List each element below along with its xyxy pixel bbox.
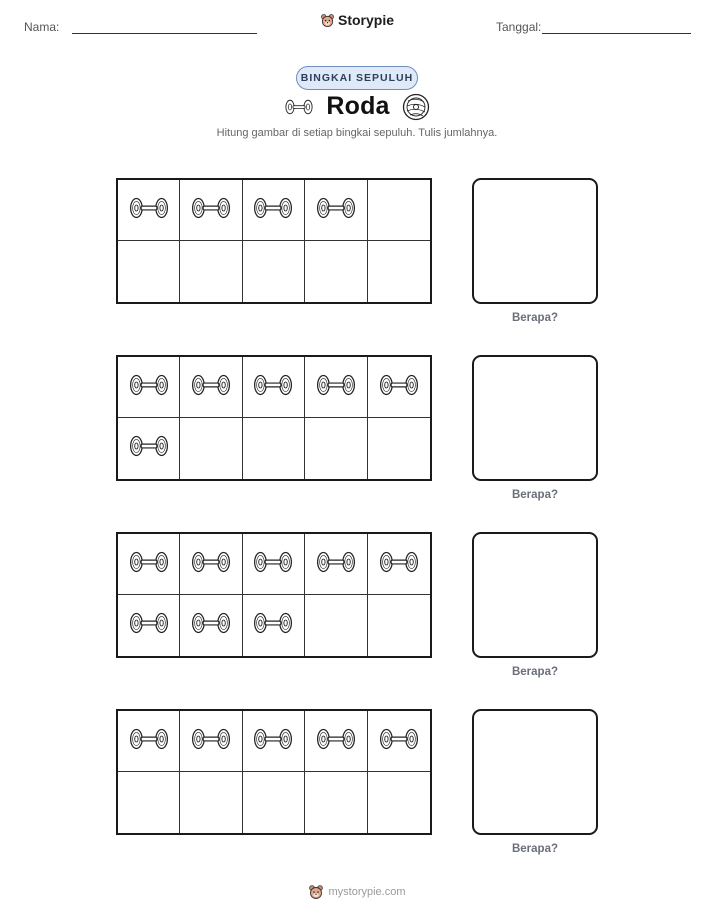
wheel-axle-icon xyxy=(315,195,357,226)
answer-box-1[interactable] xyxy=(472,178,598,304)
wheel-axle-icon xyxy=(190,610,232,641)
frame-cell xyxy=(305,180,367,241)
wheel-axle-icon xyxy=(252,372,294,403)
frame-cell xyxy=(368,180,430,241)
frame-cell xyxy=(243,772,305,833)
bear-mascot-icon xyxy=(320,13,335,28)
wheel-axle-icon xyxy=(378,549,420,580)
frame-cell xyxy=(305,711,367,772)
ten-frame-1 xyxy=(116,178,432,304)
frame-cell xyxy=(180,241,242,302)
frame-cell xyxy=(368,595,430,656)
wheel-axle-icon xyxy=(252,549,294,580)
frame-cell xyxy=(180,711,242,772)
wheel-axle-icon xyxy=(315,549,357,580)
count-prompt-3: Berapa? xyxy=(511,666,559,678)
worksheet-badge: BINGKAI SEPULUH xyxy=(296,66,418,90)
frame-cell xyxy=(118,357,180,418)
frame-cell xyxy=(368,772,430,833)
ten-frame-4 xyxy=(116,709,432,835)
title-row xyxy=(0,92,714,121)
frame-cell xyxy=(305,772,367,833)
wheel-axle-icon xyxy=(190,195,232,226)
frame-cell xyxy=(305,241,367,302)
wheel-axle-icon xyxy=(190,726,232,757)
wheel-axle-icon xyxy=(284,98,314,116)
frame-cell xyxy=(180,534,242,595)
frame-cell xyxy=(305,595,367,656)
wheel-axle-icon xyxy=(190,372,232,403)
frame-cell xyxy=(305,357,367,418)
wheel-axle-icon xyxy=(252,195,294,226)
frame-cell xyxy=(180,418,242,479)
frame-cell xyxy=(118,772,180,833)
wheel-axle-icon xyxy=(315,372,357,403)
frame-cell xyxy=(118,595,180,656)
page-title: Roda xyxy=(326,92,390,120)
date-line xyxy=(542,33,691,34)
bear-mascot-icon xyxy=(308,884,324,900)
wheel-axle-icon xyxy=(378,372,420,403)
footer-url: mystorypie.com xyxy=(328,886,406,898)
wheel-axle-icon xyxy=(128,726,170,757)
frame-cell xyxy=(180,595,242,656)
count-prompt-4: Berapa? xyxy=(511,843,559,855)
wheel-axle-icon xyxy=(252,610,294,641)
ten-frame-2 xyxy=(116,355,432,481)
wheel-axle-icon xyxy=(128,610,170,641)
frame-cell xyxy=(180,772,242,833)
footer xyxy=(0,884,714,900)
brand-name: Storypie xyxy=(337,12,394,28)
wheel-axle-icon xyxy=(128,195,170,226)
frame-cell xyxy=(368,357,430,418)
frame-cell xyxy=(243,357,305,418)
wheel-icon xyxy=(402,93,430,121)
frame-cell xyxy=(243,418,305,479)
wheel-axle-icon xyxy=(128,549,170,580)
answer-box-2[interactable] xyxy=(472,355,598,481)
frame-cell xyxy=(118,711,180,772)
frame-cell xyxy=(243,180,305,241)
ten-frame-3 xyxy=(116,532,432,658)
wheel-axle-icon xyxy=(128,433,170,464)
frame-cell xyxy=(243,711,305,772)
frame-cell xyxy=(118,180,180,241)
wheel-axle-icon xyxy=(378,726,420,757)
instructions: Hitung gambar di setiap bingkai sepuluh. Tulis jumlahnya. xyxy=(216,127,498,139)
brand xyxy=(0,12,714,33)
frame-cell xyxy=(305,418,367,479)
frame-cell xyxy=(368,534,430,595)
wheel-axle-icon xyxy=(252,726,294,757)
frame-cell xyxy=(368,418,430,479)
frame-cell xyxy=(368,711,430,772)
count-prompt-1: Berapa? xyxy=(511,312,559,324)
frame-cell xyxy=(368,241,430,302)
name-label: Nama: xyxy=(24,20,60,34)
frame-cell xyxy=(305,534,367,595)
answer-box-4[interactable] xyxy=(472,709,598,835)
wheel-axle-icon xyxy=(190,549,232,580)
frame-cell xyxy=(243,241,305,302)
name-line xyxy=(72,33,257,34)
frame-cell xyxy=(180,357,242,418)
frame-cell xyxy=(243,595,305,656)
frame-cell xyxy=(118,241,180,302)
wheel-axle-icon xyxy=(315,726,357,757)
frame-cell xyxy=(118,418,180,479)
frame-cell xyxy=(118,534,180,595)
wheel-axle-icon xyxy=(128,372,170,403)
frame-cell xyxy=(243,534,305,595)
date-label: Tanggal: xyxy=(496,20,542,34)
frame-cell xyxy=(180,180,242,241)
answer-box-3[interactable] xyxy=(472,532,598,658)
count-prompt-2: Berapa? xyxy=(511,489,559,501)
